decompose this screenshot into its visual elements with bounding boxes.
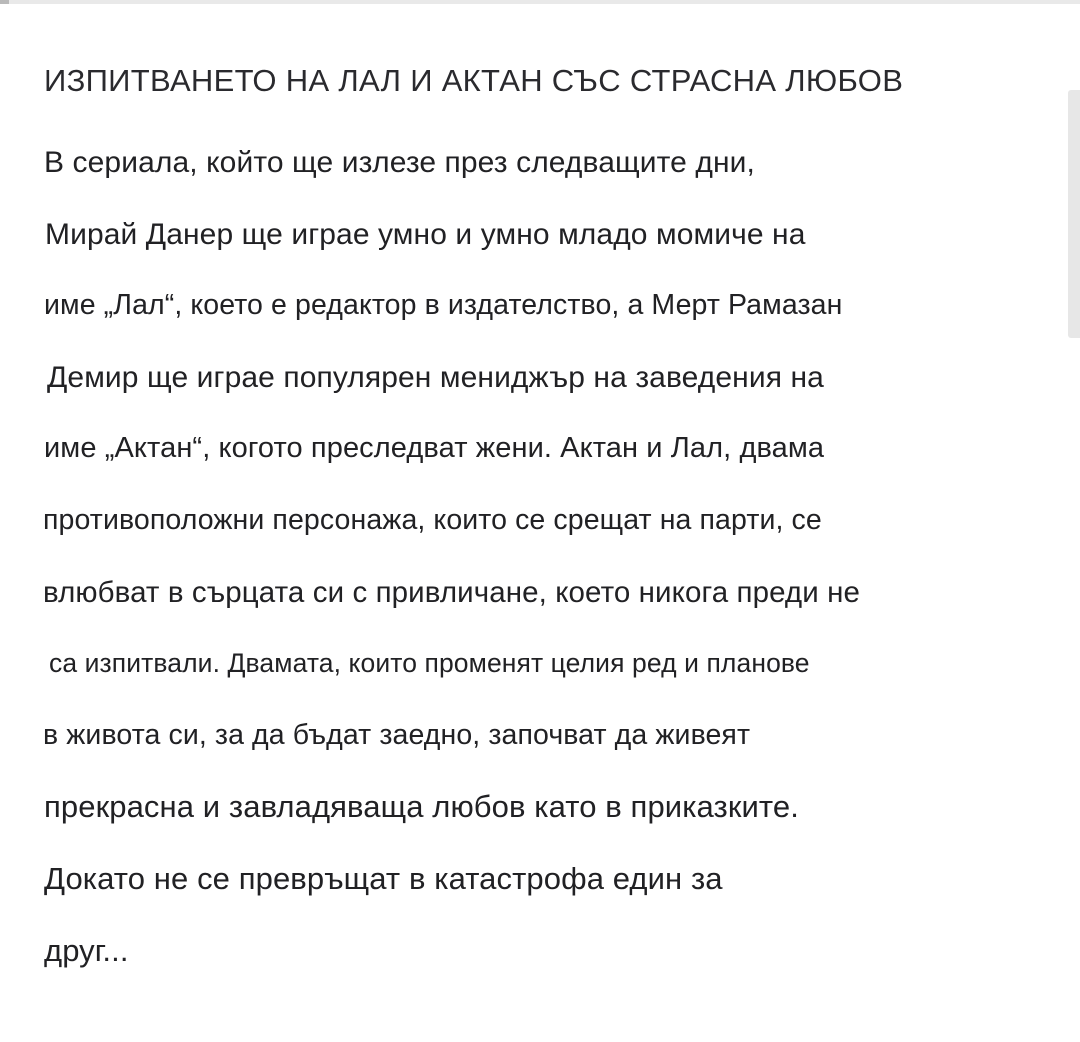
- article-line: в живота си, за да бъдат заедно, започват да живеят: [43, 718, 751, 751]
- article-line: друг...: [44, 932, 129, 968]
- article-line: прекрасна и завладяваща любов като в приказките.: [44, 789, 799, 825]
- article-line: Мирай Данер ще играе умно и умно младо момиче на: [45, 217, 806, 251]
- article-line: В сериала, който ще излезе през следващите дни,: [44, 146, 755, 179]
- article-line: са изпитвали. Двамата, които променят целия ред и планове: [49, 648, 810, 679]
- top-edge-bar: [0, 0, 1080, 4]
- scrollbar-thumb[interactable]: [1068, 90, 1080, 338]
- article-line: противоположни персонажа, които се срещат на парти, се: [43, 503, 822, 536]
- article-body: [0, 127, 1080, 986]
- article-line: име „Лал“, което е редактор в издателство, а Мерт Рамазан: [44, 289, 843, 322]
- article-line: Докато не се превръщат в катастрофа един за: [44, 860, 723, 896]
- article-title: ИЗПИТВАНЕТО НА ЛАЛ И АКТАН СЪС СТРАСНА ЛЮБОВ: [44, 62, 904, 98]
- article-line: Демир ще играе популярен мениджър на заведения на: [47, 360, 824, 394]
- article-line: име „Актан“, когото преследват жени. Актан и Лал, двама: [44, 432, 825, 465]
- article-line: влюбват в сърцата си с привличане, което никога преди не: [43, 575, 861, 609]
- top-edge-dark-notch: [0, 0, 9, 4]
